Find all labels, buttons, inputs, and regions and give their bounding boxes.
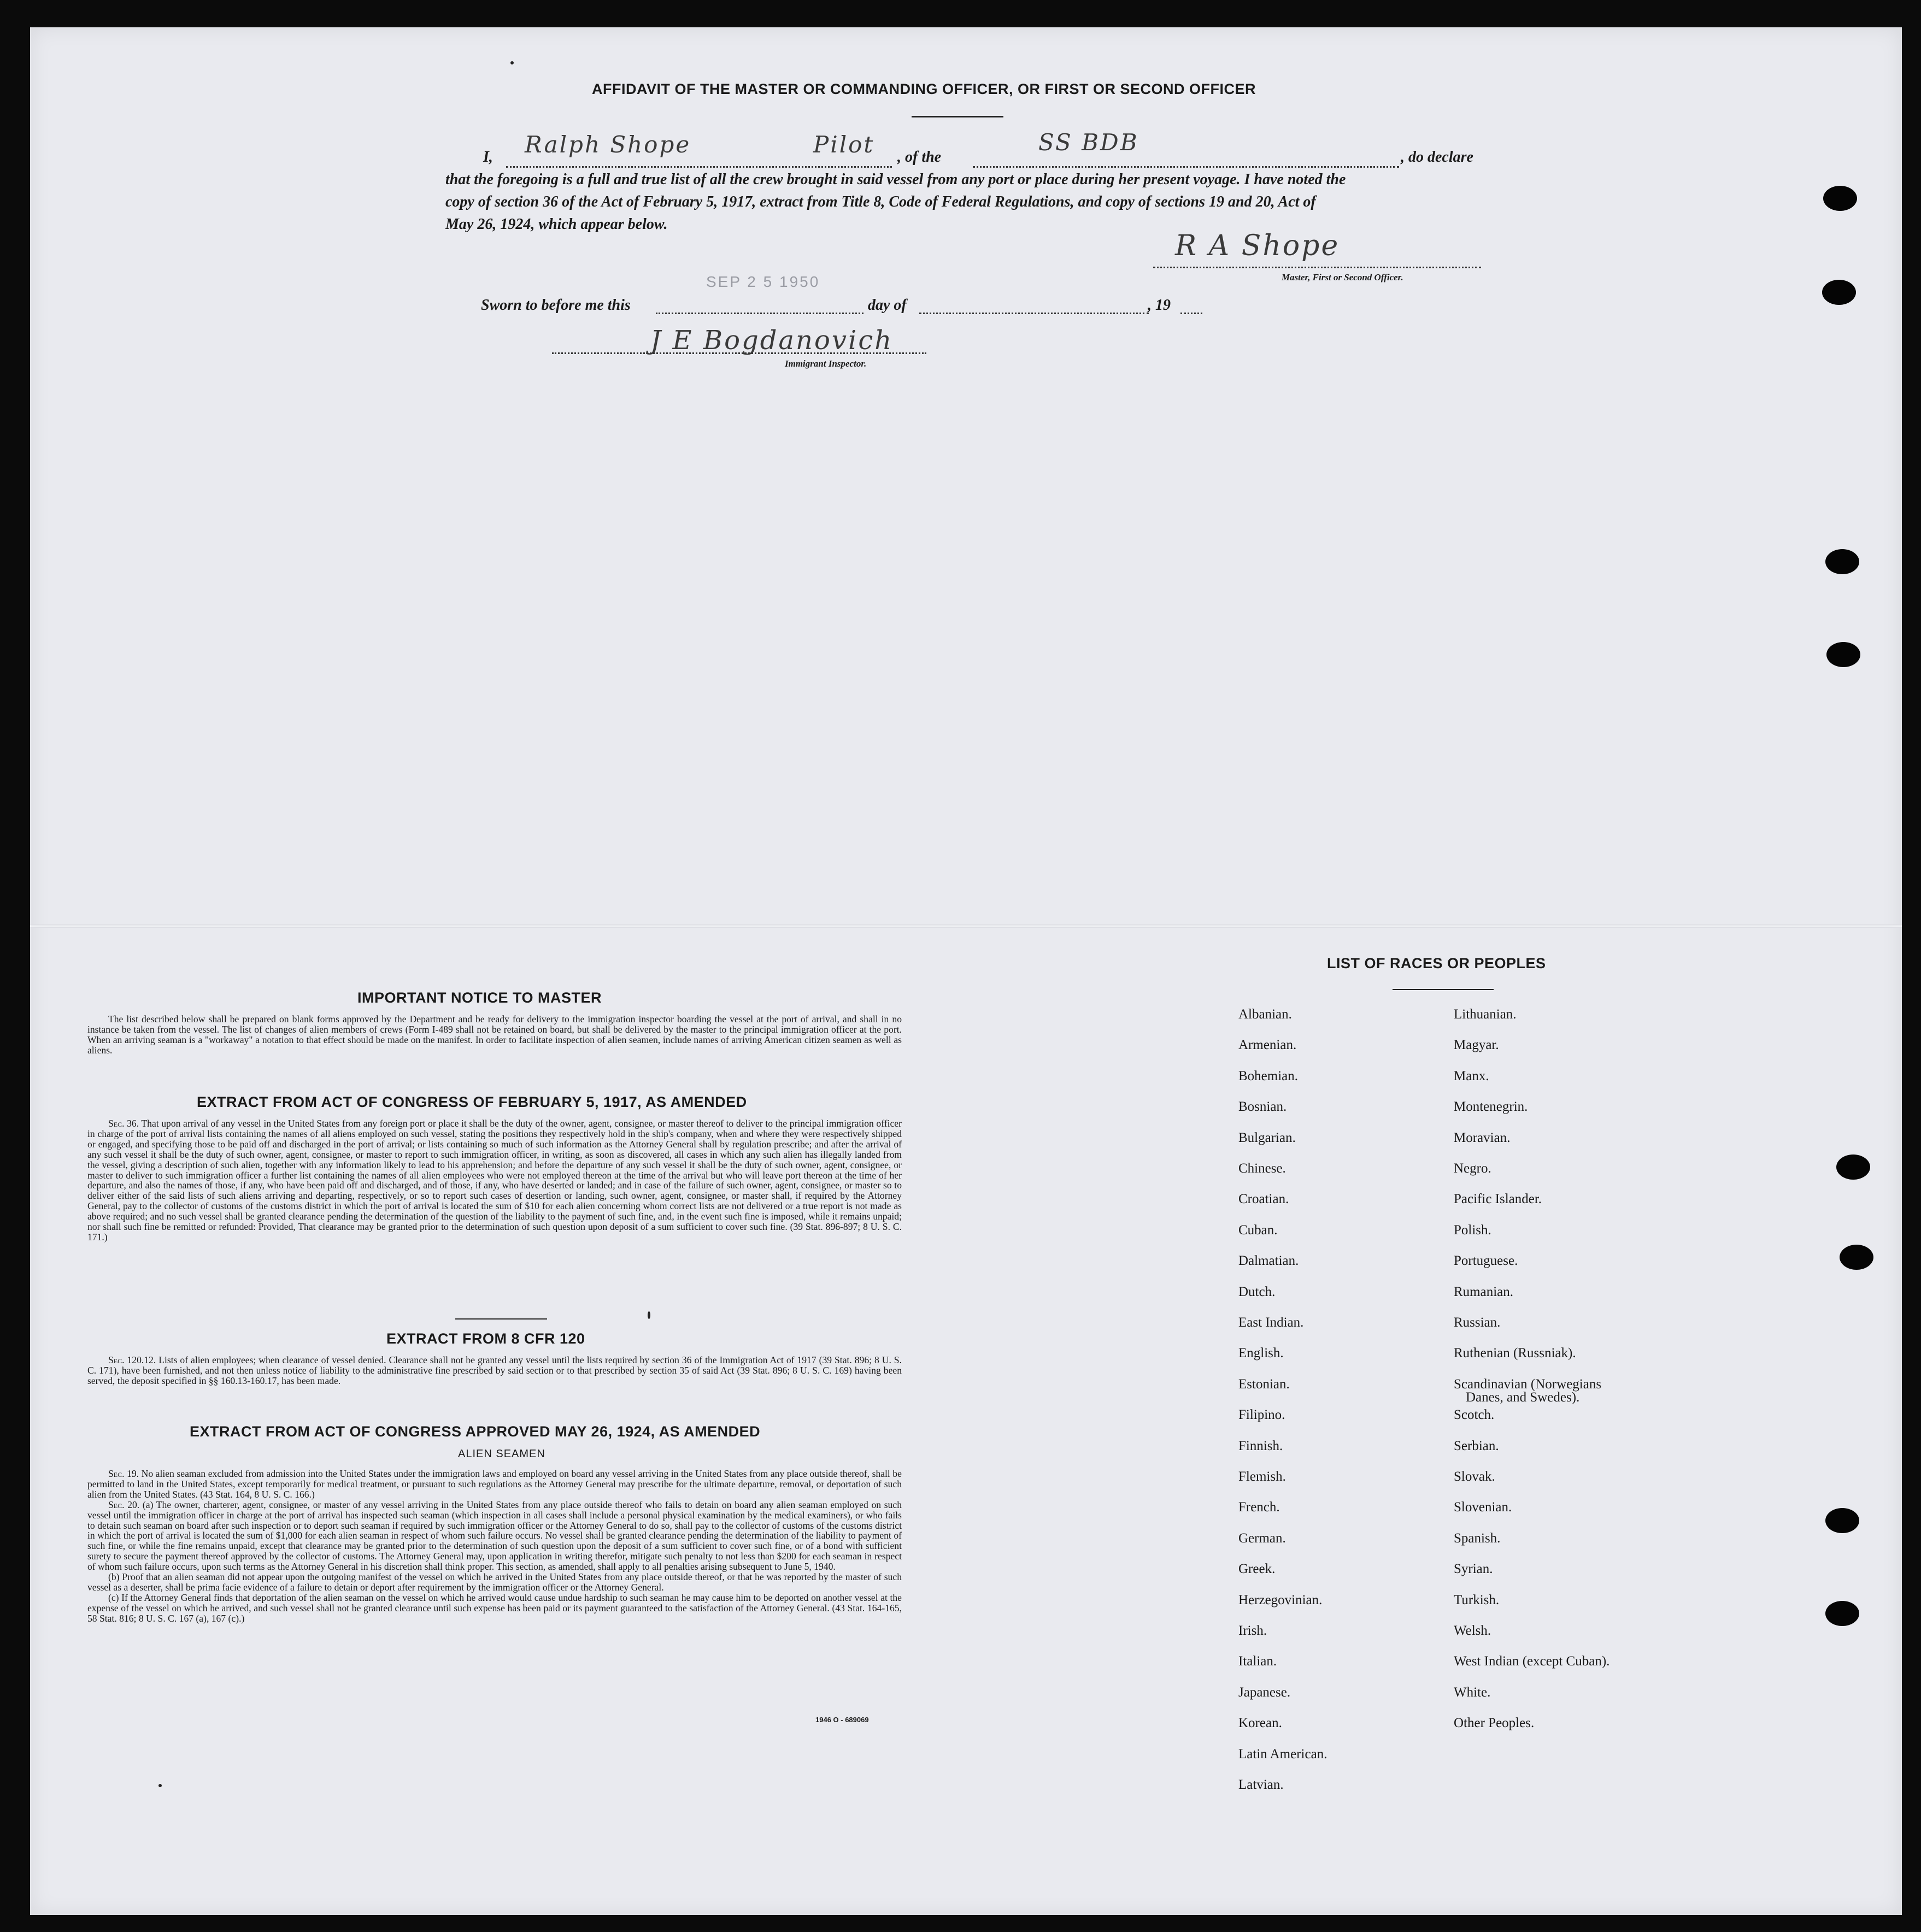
extract-cfr-body: [87, 1355, 902, 1386]
notice-paragraph: The list described below shall be prepared on blank forms approved by the Department and be ready for delivery to the immigration inspector boarding the vessel at the port of arrival, and shall in no instance be taken from the vessel. The list of changes of alien members of crews (Form I-489 shall not be retained on board, but shall be delivered by the master to the principal immigration officer at the port. When an arriving seaman is a "workaway" a notation to that effect should be made on the manifest. In order to facilitate inspection of alien seamen, include names of arriving American citizen seamen as well as aliens.: [87, 1014, 902, 1056]
punch-hole: [1840, 1245, 1873, 1270]
punch-hole: [1825, 549, 1859, 574]
race-item: Lithuanian.: [1454, 1007, 1517, 1022]
alien-seamen-subtitle: ALIEN SEAMEN: [458, 1448, 545, 1460]
race-item: Dalmatian.: [1238, 1253, 1299, 1269]
handwritten-name: Ralph Shope: [525, 131, 691, 158]
sec120-text: Lists of alien employees; when clearance of vessel denied. Clearance shall not be granted any vessel until the lists required by section 36 of the Immigration Act of 1917 (39 Stat. 896; 8 U. S. C. 171), have been furnished, and not then unless notice of liability to the administrative fine prescribed by said section or to that prescribed by section 35 of said Act (39 Stat. 896; 8 U. S. C. 169) having been served, the deposit specified in §§ 160.13-160.17, has been made.: [87, 1354, 902, 1386]
speck: [158, 1784, 162, 1787]
race-item: White.: [1454, 1684, 1491, 1700]
name-line: [506, 166, 892, 168]
sec20-label: Sec. 20.: [108, 1499, 140, 1510]
sec36-label: Sec. 36.: [108, 1118, 139, 1129]
affidavit-title: AFFIDAVIT OF THE MASTER OR COMMANDING OFFICER, OR FIRST OR SECOND OFFICER: [592, 81, 1256, 97]
race-item: Negro.: [1454, 1161, 1491, 1176]
notice-body: [87, 1014, 902, 1056]
punch-hole: [1836, 1155, 1870, 1180]
race-item: French.: [1238, 1500, 1280, 1515]
race-item: Korean.: [1238, 1716, 1282, 1731]
race-item: Polish.: [1454, 1222, 1491, 1238]
year-line: [1180, 313, 1202, 314]
race-item: Albanian.: [1238, 1007, 1292, 1022]
handwritten-rank: Pilot: [813, 131, 875, 158]
race-item: Spanish.: [1454, 1530, 1501, 1546]
race-item: Pacific Islander.: [1454, 1192, 1542, 1207]
race-item: Latvian.: [1238, 1777, 1284, 1792]
sec36-text: That upon arrival of any vessel in the United States from any foreign port or place it shall be the duty of the owner, agent, consignee, or master thereof to deliver to the principal immigration officer in charge of the port of arrival lists containing the names of all aliens employed on such vessel, stating the positions they respectively hold in the ship's company, when and where they were respectively shipped or engaged, and specifying those to be paid off and discharged in the port of arrival; or lists containing so much of such information as the Attorney General shall by regulation prescribe; and after the arrival of any such vessel it shall be the duty of such owner, agent, consignee, or master to report to such immigration officer, in writing, as soon as discovered, all cases in which any such alien has illegally landed from the vessel, giving a description of such alien, together with any information likely to lead to his apprehension; and before the departure of any such vessel it shall be the duty of such owner, agent, consignee, or master to deliver to such immigration officer a further list containing the names of all alien employees who were not employed thereon at the time of the arrival but who will leave port thereon at the time of her departure, and also the names of those, if any, who have been paid off and discharged, and of those, if any, who have deserted or landed; and in case of the failure of such owner, agent, consignee, or master so to deliver either of the said lists of such aliens arriving and departing, respectively, or so to report such cases of desertion or landing, such owner, agent, consignee, or master shall, if required by the Attorney General, pay to the collector of customs of the customs district in which the port of arrival is located the sum of $10 for each alien concerning whom correct lists are not delivered or a true report is not made as above required; and no such vessel shall be granted clearance pending the determination of the question of the liability to the payment of such fine, and, in the event such fine is imposed, while it remains unpaid; nor shall such fine be remitted or refunded: Provided, That clearance may be granted prior to the determination of such question upon deposit of a sum sufficient to cover such fine. (39 Stat. 896-897; 8 U. S. C. 171.): [87, 1118, 902, 1242]
signature-caption: Master, First or Second Officer.: [1282, 272, 1403, 282]
race-item: Slovenian.: [1454, 1500, 1512, 1515]
affidavit-line-4: May 26, 1924, which appear below.: [445, 216, 668, 233]
punch-hole: [1823, 186, 1857, 211]
race-item: Manx.: [1454, 1068, 1489, 1083]
race-item: Cuban.: [1238, 1222, 1278, 1238]
race-item: English.: [1238, 1346, 1284, 1361]
races-title: LIST OF RACES OR PEOPLES: [1327, 955, 1546, 971]
race-item: Scandinavian (Norwegians: [1454, 1376, 1602, 1392]
race-item: Greek.: [1238, 1562, 1276, 1577]
speck: [648, 1311, 650, 1319]
race-item: West Indian (except Cuban).: [1454, 1654, 1610, 1669]
race-item: Croatian.: [1238, 1192, 1289, 1207]
race-item: Italian.: [1238, 1654, 1277, 1669]
extract-1924-title: EXTRACT FROM ACT OF CONGRESS APPROVED MAY 26, 1924, AS AMENDED: [190, 1423, 761, 1440]
sec20c-text: (c) If the Attorney General finds that deportation of the alien seaman on the vessel on which he arrived would cause undue hardship to such seaman he may cause him to be deported on another vessel at the expense of the vessel on which he arrived, and such vessel shall not be granted clearance until such expense has been paid or its payment guaranteed to the satisfaction of the Attorney General. (43 Stat. 164-165, 58 Stat. 816; 8 U. S. C. 167 (a), 167 (c).): [87, 1592, 902, 1624]
race-item: Welsh.: [1454, 1623, 1491, 1638]
sworn-label: Sworn to before me this: [481, 297, 631, 314]
punch-hole: [1826, 642, 1860, 667]
year-prefix: , 19: [1148, 297, 1171, 314]
date-stamp: SEP 2 5 1950: [706, 273, 820, 290]
fold-crease: [30, 924, 1902, 928]
race-item: Herzegovinian.: [1238, 1592, 1323, 1607]
punch-hole: [1825, 1508, 1859, 1533]
race-item: Magyar.: [1454, 1038, 1499, 1053]
document-page: [30, 27, 1902, 1915]
race-item: Scotch.: [1454, 1407, 1495, 1423]
handwritten-vessel: SS BDB: [1038, 129, 1139, 156]
of-the-label: , of the: [897, 149, 942, 166]
race-item: Rumanian.: [1454, 1284, 1514, 1299]
race-item: Ruthenian (Russniak).: [1454, 1346, 1576, 1361]
race-item: Russian.: [1454, 1315, 1501, 1330]
race-item: Montenegrin.: [1454, 1099, 1528, 1115]
race-item: Bohemian.: [1238, 1068, 1299, 1083]
race-item: Turkish.: [1454, 1592, 1500, 1607]
title-rule: [912, 116, 1003, 117]
race-item: Bosnian.: [1238, 1099, 1287, 1115]
day-of-label: day of: [868, 297, 907, 314]
race-item: Finnish.: [1238, 1438, 1283, 1453]
race-item: Slovak.: [1454, 1469, 1495, 1484]
inspector-signature: J E Bogdanovich: [650, 325, 894, 356]
master-signature: R A Shope: [1175, 229, 1340, 262]
race-item: Other Peoples.: [1454, 1716, 1535, 1731]
race-item: Flemish.: [1238, 1469, 1286, 1484]
i-label: I,: [483, 149, 493, 166]
race-item: Dutch.: [1238, 1284, 1276, 1299]
sec19-text: No alien seaman excluded from admission into the United States under the immigration laws and employed on board any vessel arriving in the United States from any place outside thereof, shall be permitted to land in the United States, except temporarily for medical treatment, or pursuant to such regulations as the Attorney General may prescribe for the ultimate departure, removal, or deportation of such alien from the United States. (43 Stat. 164, 8 U. S. C. 166.): [87, 1468, 902, 1500]
race-item: Latin American.: [1238, 1746, 1327, 1762]
section-rule: [455, 1318, 547, 1320]
punch-hole: [1822, 280, 1856, 305]
notice-title: IMPORTANT NOTICE TO MASTER: [357, 989, 602, 1006]
signature-line: [1153, 267, 1481, 268]
inspector-caption: Immigrant Inspector.: [785, 358, 867, 369]
race-item: East Indian.: [1238, 1315, 1304, 1330]
sec19-label: Sec. 19.: [108, 1468, 139, 1479]
print-code: 1946 O - 689069: [815, 1716, 869, 1724]
extract-1924-body: [87, 1469, 902, 1624]
race-item: Armenian.: [1238, 1038, 1297, 1053]
punch-hole: [1825, 1601, 1859, 1626]
speck: [510, 61, 514, 64]
inspector-line: [552, 352, 926, 354]
extract-1917-title: EXTRACT FROM ACT OF CONGRESS OF FEBRUARY 5, 1917, AS AMENDED: [197, 1094, 747, 1110]
do-declare-label: , do declare: [1401, 149, 1473, 166]
race-item: Japanese.: [1238, 1684, 1291, 1700]
sec120-label: Sec. 120.12.: [108, 1354, 156, 1365]
month-line: [919, 313, 1149, 314]
sworn-day-line: [656, 313, 863, 314]
race-item: Filipino.: [1238, 1407, 1285, 1423]
races-rule: [1393, 989, 1494, 990]
race-item: Syrian.: [1454, 1562, 1493, 1577]
race-item: Portuguese.: [1454, 1253, 1518, 1269]
race-item: Irish.: [1238, 1623, 1267, 1638]
sec20b-text: (b) Proof that an alien seaman did not appear upon the outgoing manifest of the vessel on which he arrived in the United States from any place outside thereof, or that he was reported by the master of such vessel as a deserter, shall be prima facie evidence of a failure to detain or deport after requirement by the immigration officer or the Attorney General.: [87, 1571, 902, 1593]
race-item: Danes, and Swedes).: [1466, 1389, 1580, 1405]
race-item: Chinese.: [1238, 1161, 1286, 1176]
extract-1917-body: [87, 1118, 902, 1242]
extract-cfr-title: EXTRACT FROM 8 CFR 120: [386, 1330, 585, 1347]
race-item: Moravian.: [1454, 1130, 1511, 1145]
vessel-line: [973, 166, 1399, 168]
sec20a-text: (a) The owner, charterer, agent, consignee, or master of any vessel arriving in the United States from any place outside thereof who fails to detain on board any alien seaman employed on such vessel until the immigration officer in charge at the port of arrival has inspected such seaman (which inspection in all cases shall include a personal physical examination by the medical examiners), or who fails to detain such seaman on board after such inspection or to deport such seaman if required by such immigration officer or the Attorney General to do so, shall pay to the collector of customs of the customs district in which the port of arrival is located the sum of $1,000 for each alien seaman in respect of whom such failure occurs. No vessel shall be granted clearance pending the determination of the liability to payment of such fine, or while the fine remains unpaid, except that clearance may be granted prior to the determination of such question upon the deposit of a sum sufficient to cover such fine, or of a bond with sufficient surety to secure the payment thereof approved by the collector of customs. The Attorney General may, upon application in writing therefor, mitigate such penalty to not less than $200 for each seaman in respect of whom such failure occurs, upon such terms as the Attorney General in his discretion shall think proper. This section, as amended, shall apply to all penalties arising subsequent to June 5, 1940.: [87, 1499, 902, 1572]
race-item: Bulgarian.: [1238, 1130, 1296, 1145]
race-item: German.: [1238, 1530, 1286, 1546]
race-item: Estonian.: [1238, 1376, 1290, 1392]
affidavit-line-3: copy of section 36 of the Act of February 5, 1917, extract from Title 8, Code of Federal Regulations, and copy of sections 19 and 20, Act of: [445, 193, 1316, 210]
race-item: Serbian.: [1454, 1438, 1499, 1453]
affidavit-line-2: that the foregoing is a full and true list of all the crew brought in said vessel from any port or place during her present voyage. I have noted the: [445, 171, 1346, 188]
